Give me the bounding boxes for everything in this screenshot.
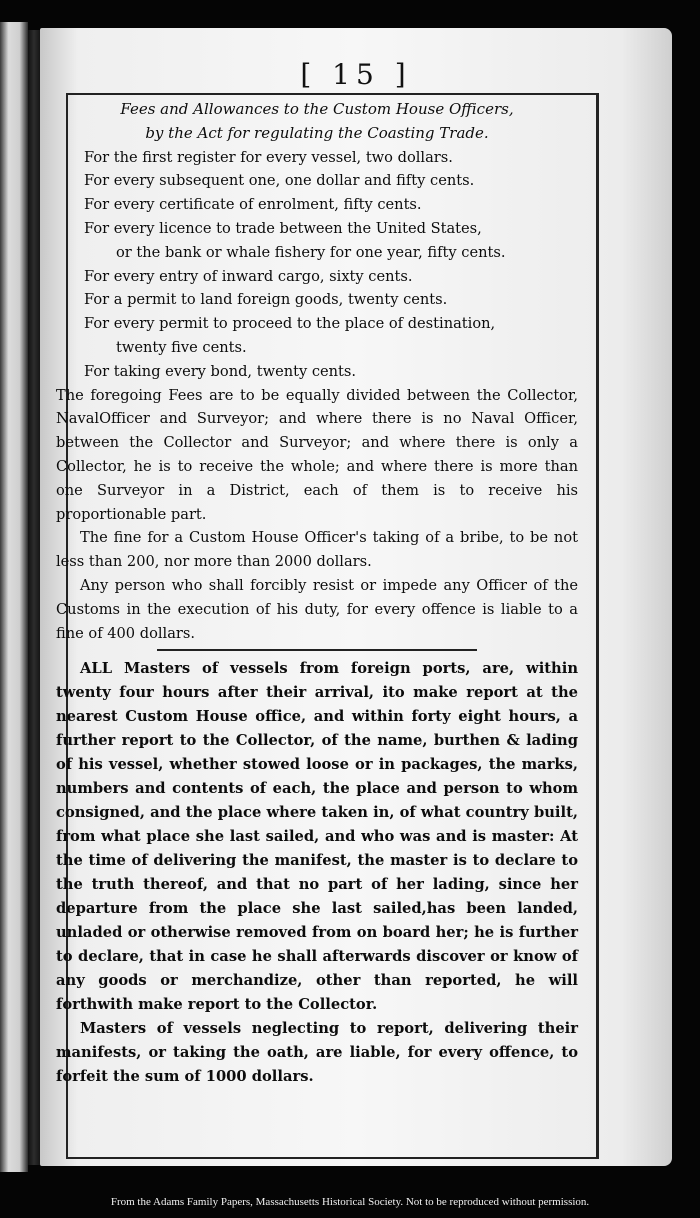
resist-paragraph: Any person who shall forcibly resist or impede any Officer of the Customs in the execution of his duty, for every offence is liable to a fine of 400 dollars. (56, 576, 578, 642)
fee-item: For every permit to proceed to the place of destination, (84, 315, 496, 333)
fees-subtitle: by the Act for regulating the Coasting Trade. (145, 123, 489, 142)
copyright-footer: From the Adams Family Papers, Massachusetts Historical Society. Not to be reproduced without permission. (110, 1196, 590, 1208)
fees-division-paragraph: The foregoing Fees are to be equally divided between the Collector, NavalOfficer and Surveyor; and where there is no Naval Officer, between the Collector and Surveyor; and where there is only a Collector, he is to receive the whole; and where there is more than one Surveyor in a District, each of them is to receive his proportionable part. (56, 386, 578, 523)
fee-item: For every certificate of enrolment, fifty cents. (84, 196, 422, 214)
fee-item-continued: twenty five cents. (116, 338, 247, 356)
fee-item: For every subsequent one, one dollar and fifty cents. (84, 172, 475, 190)
fee-item: For a permit to land foreign goods, twenty cents. (84, 291, 448, 309)
bribe-paragraph: The fine for a Custom House Officer's taking of a bribe, to be not less than 200, nor more than 2000 dollars. (56, 529, 578, 571)
book-gutter (28, 30, 40, 1165)
facing-page-edge (0, 22, 28, 1172)
masters-penalty-paragraph: Masters of vessels neglecting to report, delivering their manifests, or taking the oath, are liable, for every offence, to forfeit the sum of 1000 dollars. (56, 1020, 578, 1086)
section-divider (157, 649, 477, 651)
fee-item: For every entry of inward cargo, sixty cents. (84, 267, 413, 285)
page-text (56, 98, 578, 1089)
page-number: [ 15 ] (300, 58, 412, 91)
fee-item: For every licence to trade between the United States, (84, 219, 482, 237)
fees-title: Fees and Allowances to the Custom House Officers, (120, 100, 514, 118)
fee-item: For the first register for every vessel, two dollars. (84, 148, 453, 166)
fee-item-continued: or the bank or whale fishery for one year, fifty cents. (116, 243, 506, 261)
fee-item: For taking every bond, twenty cents. (84, 362, 357, 380)
masters-report-paragraph: ALL Masters of vessels from foreign ports, are, within twenty four hours after their arrival, ito make report at the nearest Custom House office, and within forty eight hours, a further report to the Collector, of the name, burthen & lading of his vessel, whether stowed loose or in packages, the marks, numbers and contents of each, the place and person to whom consigned, and the place where taken in, of what country built, from what place she last sailed, and who was and is master: At the time of delivering the manifest, the master is to declare to the truth thereof, and that no part of her lading, since her departure from the place she last sailed,has been landed, unladed or otherwise removed from on board her; he is further to declare, that in case he shall afterwards discover or know of any goods or merchandize, other than reported, he will forthwith make report to the Collector. (56, 660, 578, 1014)
masters-section (56, 657, 578, 1089)
